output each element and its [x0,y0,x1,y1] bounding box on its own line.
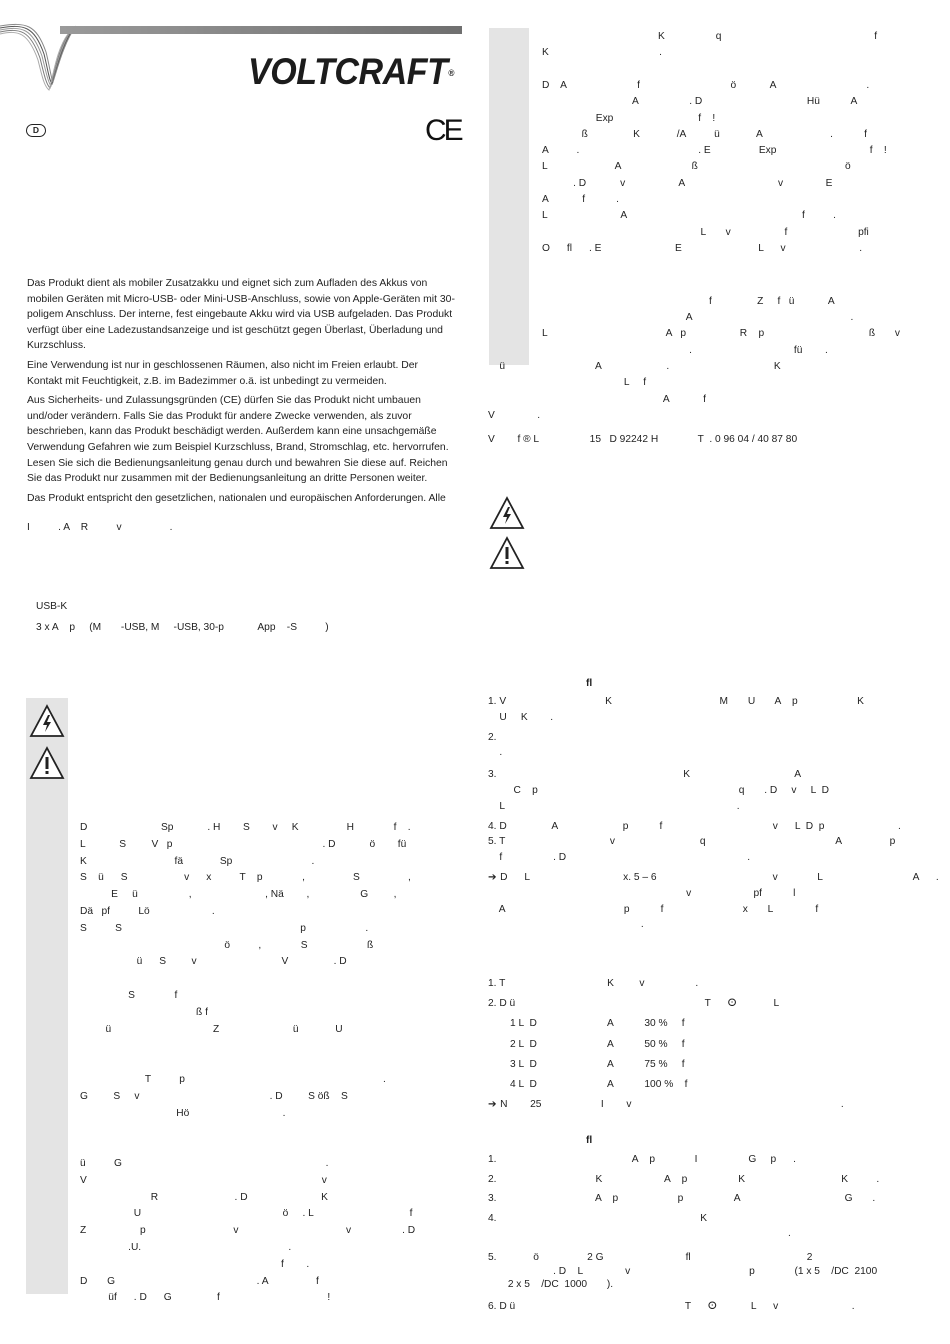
right-top-line: A f . [542,194,619,205]
right-top-line: f Z f ü A [542,295,835,307]
charge-line: 2. D ü T ⵙ L [488,998,780,1010]
scope-line-2: 3 x A p (M -USB, M -USB, 30-p App -S ) [36,622,329,633]
usage-line: . [488,1228,791,1240]
safety-sidebar-left [26,698,68,1294]
right-top-line: L A f . [542,210,836,222]
header-bar [60,26,462,34]
right-top-line: D A f ö A . [542,79,870,91]
safety-left-line: S S p . [80,922,369,934]
arrow-right-icon: ➔ [488,872,501,883]
safety-left-line: .U. . [80,1242,292,1253]
safety-left-line: R . D K [80,1191,328,1203]
install-line: 2. [488,731,497,743]
right-top-line: L A p R p ß v [542,328,900,340]
right-top-line: A f [488,393,706,405]
safety-left-line: T p . [80,1074,386,1085]
safety-left-line: D G . A f [80,1275,319,1287]
usage-line: 2. K A p K K . [488,1173,880,1185]
safety-left-line: ü S v V . D [80,956,347,968]
intro-line-5: I . A R v . [27,522,173,533]
right-top-line: K q f [542,31,878,42]
usage-line: 1. A p I G p . [488,1154,796,1165]
right-top-line: Exp f ! [542,112,716,124]
install-line: A p f x L f [488,903,819,915]
install-line: 3. K A [488,769,802,781]
install-line: v pf l [488,887,796,899]
arrow-right-icon: ➔ [488,1099,501,1111]
right-top-line: . fü . [542,344,828,356]
right-top-line: O fl . E E L v . [542,242,863,254]
safety-left-line: üf . D G f ! [80,1292,331,1304]
right-top-line: K . [542,47,663,59]
ce-mark: CE [425,114,461,147]
safety-left-line: V v [80,1174,327,1186]
safety-left-line: L S V p . D ö fü [80,838,407,850]
install-line: L . [488,800,740,812]
right-top-line: V f ® L 15 D 92242 H T . 0 96 04 / 40 87 80 [488,434,798,446]
safety-left-line: G S v . D S öß S [80,1090,348,1102]
safety-left-line: U ö . L f [80,1208,413,1220]
charge-line: 1 L D A 30 % f [510,1018,685,1030]
intended-use-section [27,276,455,511]
electric-shock-warning-icon-right [489,496,525,530]
usage-line: 4. K [488,1212,708,1224]
install-line: C p q . D v L D [488,785,829,796]
intro-paragraph-3: Aus Sicherheits- und Zulassungsgründen (CE) dürfen Sie das Produkt nicht umbauen und/oder verändern. Falls Sie das Produkt für andere Zwecke verwenden, als zuvor beschrieben, kann das Produkt beschädigt werden. Außerdem kann eine unsachgemäße Verwendung Gefahren wie zum Beispiel Kurzschluss, Brand, Stromschlag, etc. hervorrufen. Lesen Sie sich die Bedienungsanleitung genau durch und bewahren Sie diese auf. Reichen Sie das Produkt nur zusammen mit der Bedienungsanleitung an dritte Personen weiter. [27,395,449,485]
install-line: 4. D A p f v L D p . [488,820,901,832]
right-top-line: . D v A v E [542,177,833,189]
right-top-line: A . D Hü A [542,96,858,108]
safety-left-line: Dä pf Lö . [80,906,215,917]
usage-line: 5. ö 2 G fl 2 [488,1252,813,1263]
install-line: f . D . [488,852,751,864]
safety-left-line: S f [80,990,178,1001]
right-top-line: A . [542,312,854,324]
charge-line: 1. T K v . [488,978,699,989]
install-line: ➔ D L x. 5 – 6 v L A . [488,872,939,883]
right-top-line: V . [488,409,541,421]
right-top-line: L f [488,377,647,389]
install-line: 5. T v q A p [488,836,896,848]
usage-line: 3. A p p A G . [488,1193,876,1205]
intro-paragraph-1: Das Produkt dient als mobiler Zusatzakku und eignet sich zum Aufladen des Akkus von mobilen Geräten mit Micro-USB- oder Mini-USB-Anschluss, sowie von Apple-Geräten mit 30-poligem Anschluss. Der interne, fest eingebaute Akku wird via USB aufgeladen. Das Produkt verfügt über eine Ladezustandsanzeige und ist geschützt gegen Überlast, Überladung und Kurzschluss. [27,278,455,352]
safety-left-line: Z p v v . D [80,1225,416,1237]
brand-logo: VOLTCRAFT® [248,51,455,92]
right-top-line: ß K /A ü A . f [542,128,867,140]
general-warning-icon [29,746,65,780]
install-line: 1. V K M U A p K [488,696,864,707]
language-badge: D [26,124,46,137]
safety-sidebar-right [489,28,529,365]
right-top-line: L v f pfi [542,226,869,238]
charge-line: 3 L D A 75 % f [510,1058,685,1070]
right-top-line: L A ß ö [542,161,851,173]
safety-left-line: Hö . [80,1107,286,1119]
safety-left-line: ü Z ü U [80,1023,343,1035]
install-heading: fl [586,678,593,689]
safety-left-line: ö , S ß [80,939,374,951]
charge-line: 4 L D A 100 % f [510,1079,688,1090]
electric-shock-warning-icon [29,704,65,738]
intro-paragraph-4: Das Produkt entspricht den gesetzlichen, nationalen und europäischen Anforderungen. Alle [27,492,446,504]
usage-line: . D L v p (1 x 5 /DC 2100 [488,1265,878,1277]
intro-paragraph-2: Eine Verwendung ist nur in geschlossenen Räumen, also nicht im Freien erlaubt. Der Kontakt mit Feuchtigkeit, z.B. im Badezimmer o.ä. ist unbedingt zu vermeiden. [27,360,419,387]
safety-left-line: D Sp . H S v K H f . [80,822,411,833]
safety-left-line: E ü , , Nä , G , [80,889,397,901]
safety-left-line: K fä Sp . [80,855,315,867]
safety-left-line: ß f [80,1006,208,1018]
charge-line: ➔ N 25 I v . [488,1099,844,1111]
safety-left-line: f . [80,1258,310,1270]
install-line: . [488,747,503,759]
install-line: . [488,919,644,931]
general-warning-icon-right [489,536,525,570]
safety-left-line: ü G . [80,1158,329,1169]
install-line: U K . [488,711,554,723]
usage-line: 2 x 5 /DC 1000 ). [488,1279,614,1291]
right-top-line: ü A . K [488,361,781,372]
safety-left-line: S ü S v x T p , S , [80,872,411,884]
right-top-line: A . . E Exp f ! [542,145,887,157]
charge-line: 2 L D A 50 % f [510,1038,685,1050]
scope-line-1: USB-K [36,601,68,612]
usage-heading: fl [586,1135,593,1146]
usage-line: 6. D ü T ⵙ L v . [488,1300,855,1312]
